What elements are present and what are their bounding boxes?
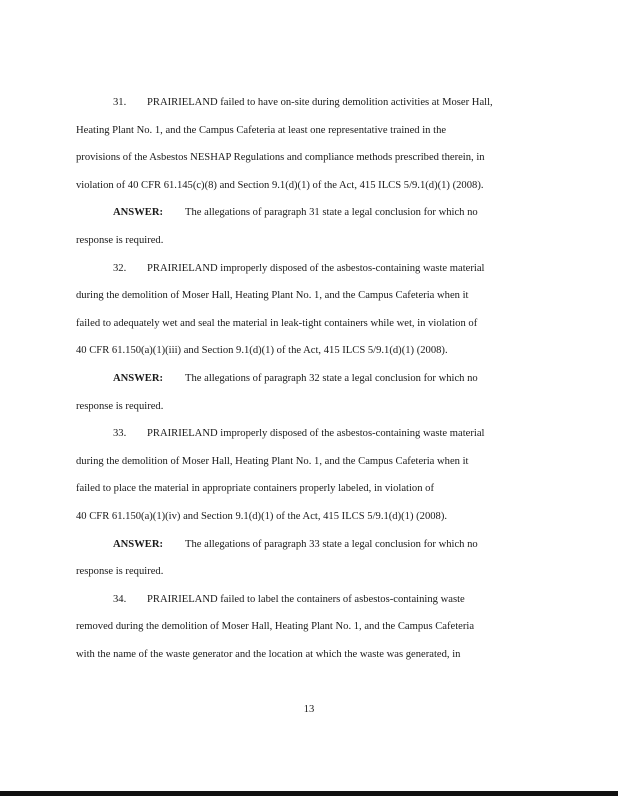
paragraph-33-number: 33. bbox=[113, 428, 127, 439]
paragraph-31-line-2: Heating Plant No. 1, and the Campus Cafeteria at least one representative trained in the bbox=[76, 125, 447, 136]
paragraph-33-line-2: during the demolition of Moser Hall, Heating Plant No. 1, and the Campus Cafeteria when it bbox=[76, 456, 469, 467]
page-number: 13 bbox=[303, 704, 315, 715]
paragraph-32-line-1: 32. PRAIRIELAND improperly disposed of the asbestos-containing waste material bbox=[113, 263, 485, 274]
paragraph-34-line-1: 34. PRAIRIELAND failed to label the containers of asbestos-containing waste bbox=[113, 594, 465, 605]
answer-32-line-2: response is required. bbox=[76, 401, 164, 412]
paragraph-31-line-3: provisions of the Asbestos NESHAP Regulations and compliance methods prescribed therein, in bbox=[76, 152, 485, 163]
answer-32-line-1: ANSWER: The allegations of paragraph 32 state a legal conclusion for which no bbox=[113, 373, 478, 384]
answer-31-line-1: ANSWER: The allegations of paragraph 31 state a legal conclusion for which no bbox=[113, 207, 478, 218]
paragraph-33-line-1: 33. PRAIRIELAND improperly disposed of the asbestos-containing waste material bbox=[113, 428, 485, 439]
answer-32-label: ANSWER: bbox=[113, 373, 164, 384]
paragraph-33-line-3: failed to place the material in appropriate containers properly labeled, in violation of bbox=[76, 483, 434, 494]
paragraph-31-line-4: violation of 40 CFR 61.145(c)(8) and Section 9.1(d)(1) of the Act, 415 ILCS 5/9.1(d)(1) (2008). bbox=[76, 180, 484, 191]
answer-31-line-2: response is required. bbox=[76, 235, 164, 246]
paragraph-33-line-4: 40 CFR 61.150(a)(1)(iv) and Section 9.1(d)(1) of the Act, 415 ILCS 5/9.1(d)(1) (2008). bbox=[76, 511, 448, 522]
paragraph-34-line-2: removed during the demolition of Moser Hall, Heating Plant No. 1, and the Campus Cafeteria bbox=[76, 621, 475, 632]
answer-31-label: ANSWER: bbox=[113, 207, 164, 218]
answer-33-label: ANSWER: bbox=[113, 539, 164, 550]
paragraph-34-number: 34. bbox=[113, 594, 127, 605]
answer-33-line-1: ANSWER: The allegations of paragraph 33 state a legal conclusion for which no bbox=[113, 539, 478, 550]
paragraph-31-number: 31. bbox=[113, 97, 127, 108]
paragraph-32-line-2: during the demolition of Moser Hall, Heating Plant No. 1, and the Campus Cafeteria when it bbox=[76, 290, 469, 301]
bottom-rule bbox=[0, 791, 618, 796]
paragraph-32-line-4: 40 CFR 61.150(a)(1)(iii) and Section 9.1(d)(1) of the Act, 415 ILCS 5/9.1(d)(1) (2008). bbox=[76, 345, 448, 356]
answer-33-line-2: response is required. bbox=[76, 566, 164, 577]
paragraph-32-number: 32. bbox=[113, 263, 127, 274]
paragraph-32-line-3: failed to adequately wet and seal the material in leak-tight containers while wet, in violation of bbox=[76, 318, 478, 329]
paragraph-31-line-1: 31. PRAIRIELAND failed to have on-site during demolition activities at Moser Hall, bbox=[113, 97, 493, 108]
paragraph-34-line-3: with the name of the waste generator and the location at which the waste was generated, in bbox=[76, 649, 461, 660]
